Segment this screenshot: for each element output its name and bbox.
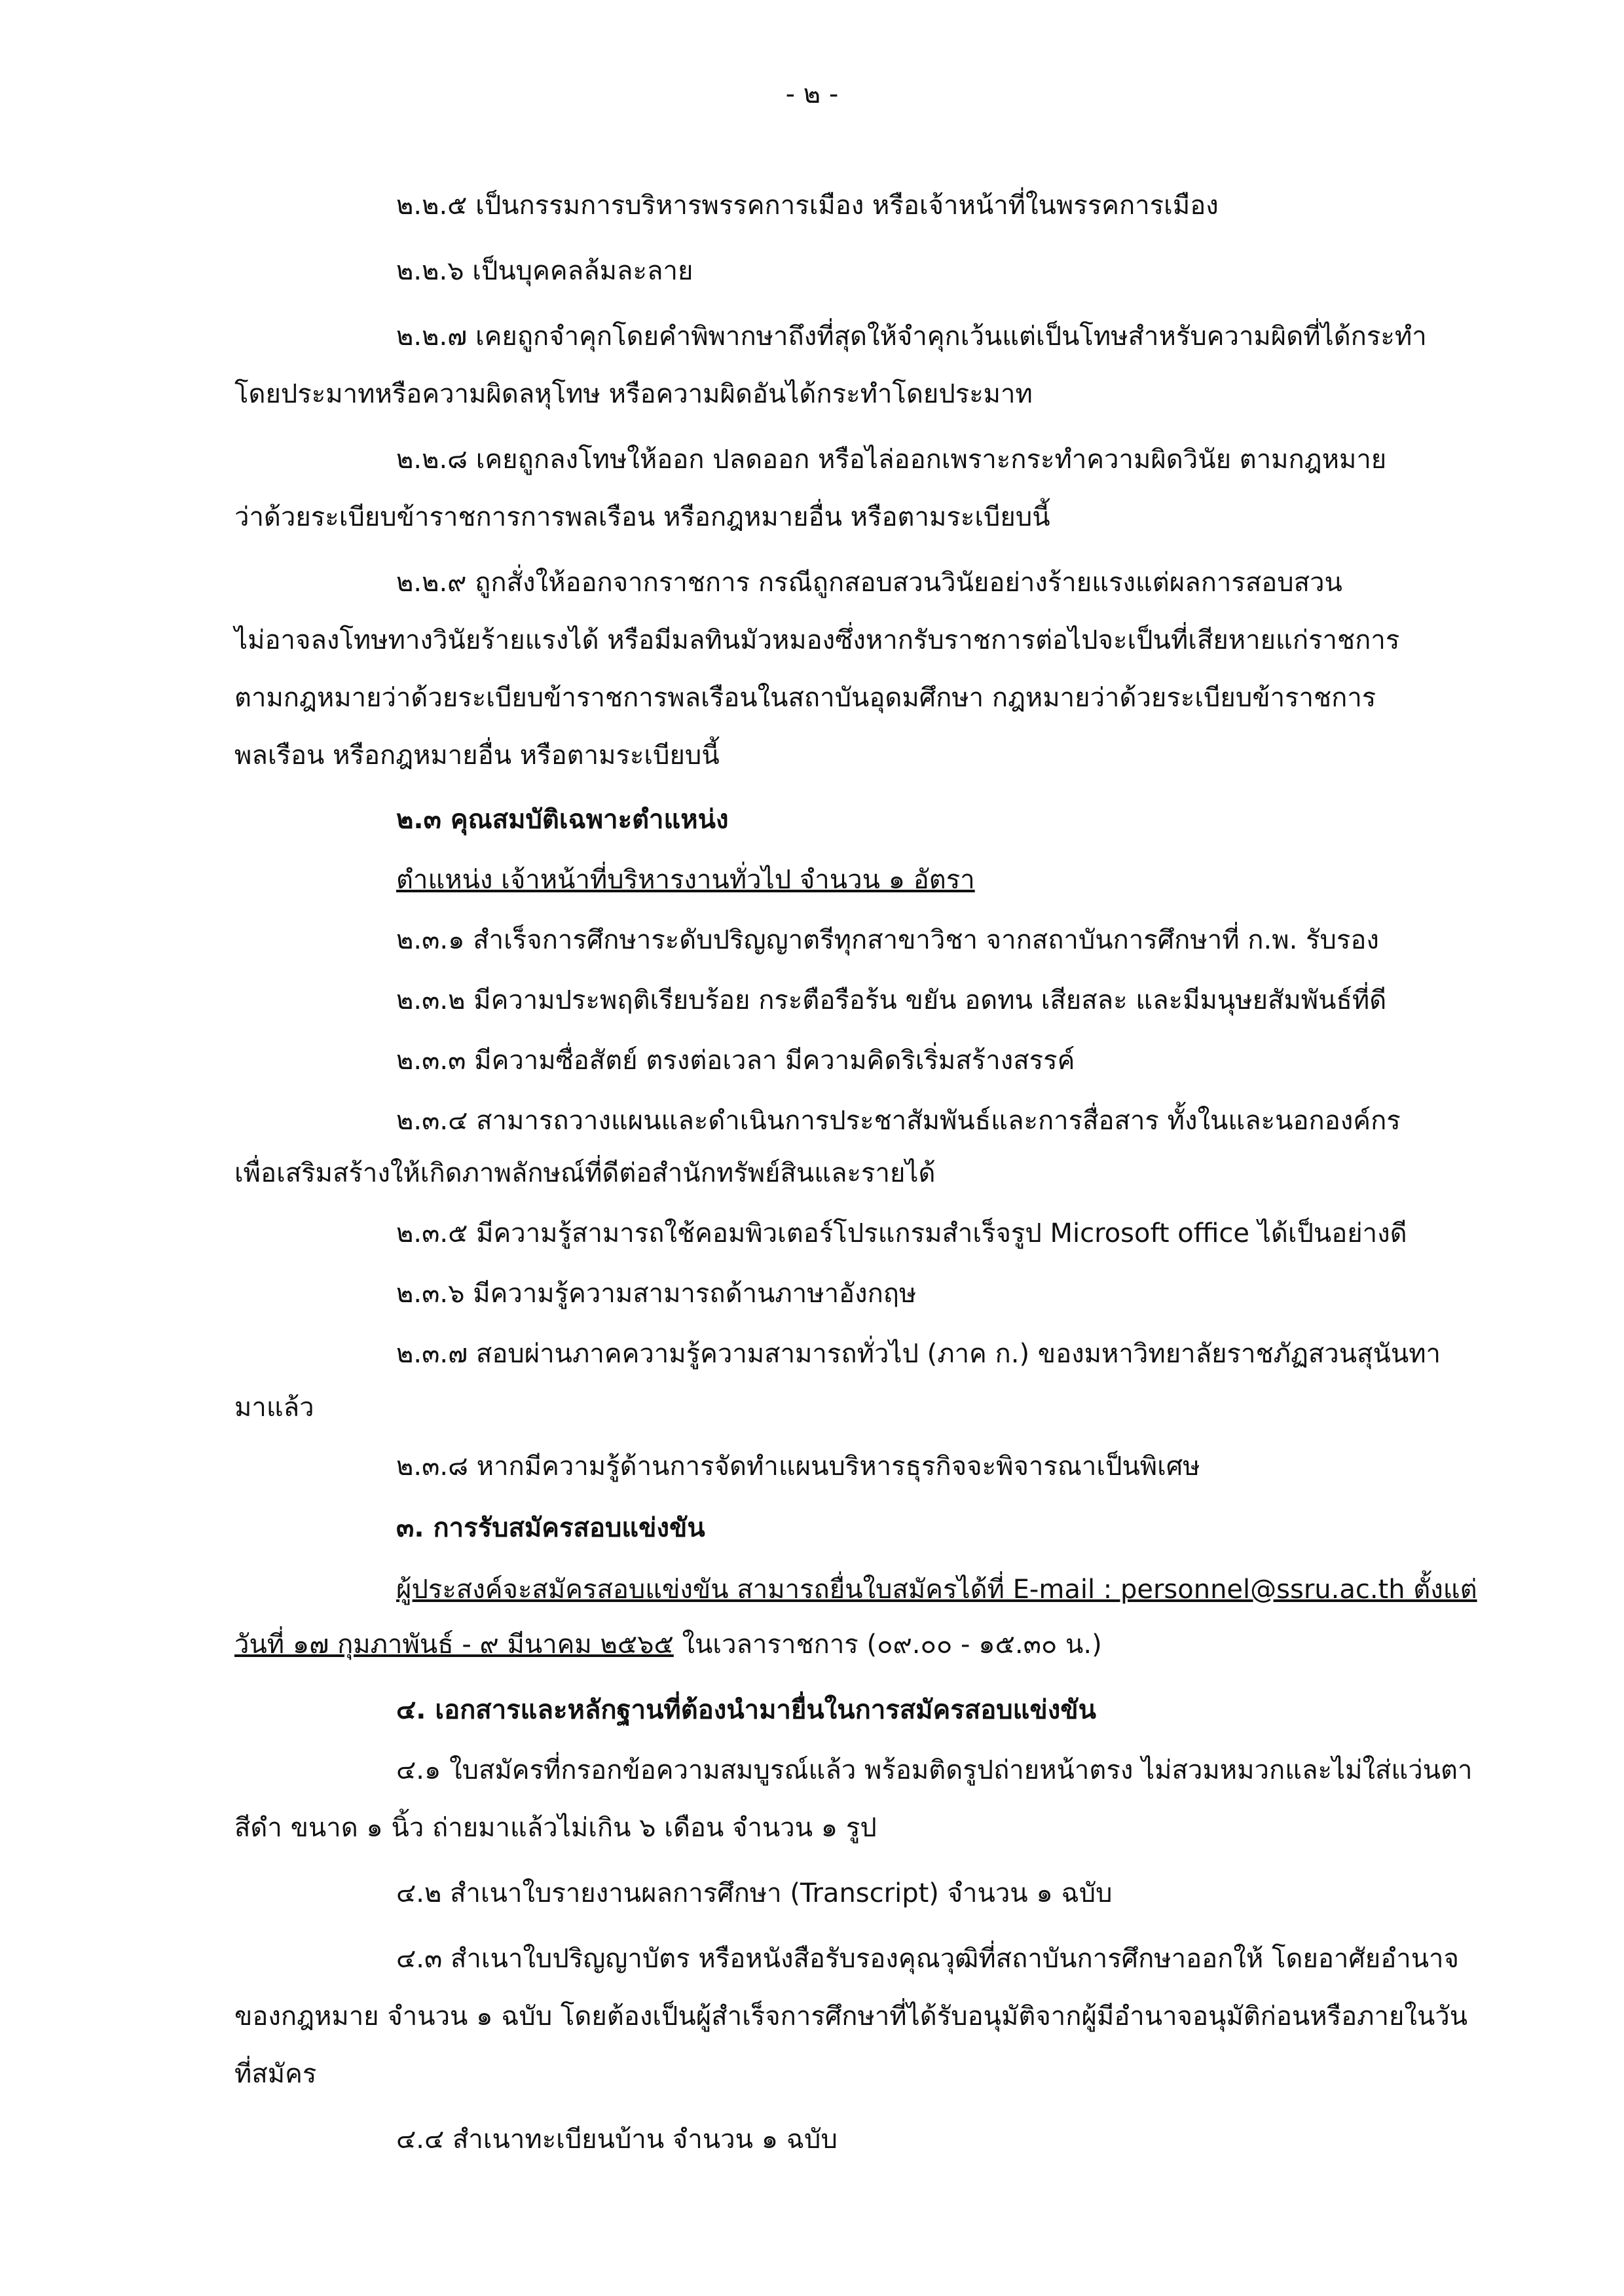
clause-2-3-7-line2: มาแล้ว xyxy=(234,1393,314,1423)
application-dates: วันที่ ๑๗ กุมภาพันธ์ - ๙ มีนาคม ๒๕๖๕ xyxy=(234,1630,674,1660)
clause-2-2-9-line1: ๒.๒.๙ ถูกสั่งให้ออกจากราชการ กรณีถูกสอบสวนวินัยอย่างร้ายแรงแต่ผลการสอบสวน xyxy=(396,568,1342,598)
clause-4-1-line1: ๔.๑ ใบสมัครที่กรอกข้อความสมบูรณ์แล้ว พร้อมติดรูปถ่ายหน้าตรง ไม่สวมหมวกและไม่ใส่แว่นตา xyxy=(396,1755,1473,1785)
clause-2-2-6: ๒.๒.๖ เป็นบุคคลล้มละลาย xyxy=(396,256,693,286)
application-info-line1: ผู้ประสงค์จะสมัครสอบแข่งขัน สามารถยื่นใบสมัครได้ที่ E-mail : personnel@ssru.ac.th ตั้งแต่ xyxy=(396,1575,1477,1605)
clause-4-3-line3: ที่สมัคร xyxy=(234,2059,317,2089)
clause-2-3-1: ๒.๓.๑ สำเร็จการศึกษาระดับปริญญาตรีทุกสาขาวิชา จากสถาบันการศึกษาที่ ก.พ. รับรอง xyxy=(396,925,1379,955)
clause-4-3-line1: ๔.๓ สำเนาใบปริญญาบัตร หรือหนังสือรับรองคุณวุฒิที่สถาบันการศึกษาออกให้ โดยอาศัยอำนาจ xyxy=(396,1944,1459,1974)
clause-2-3-4-line1: ๒.๓.๔ สามารถวางแผนและดำเนินการประชาสัมพันธ์และการสื่อสาร ทั้งในและนอกองค์กร xyxy=(396,1106,1401,1136)
section-3-heading: ๓. การรับสมัครสอบแข่งขัน xyxy=(396,1513,705,1543)
clause-2-3-2: ๒.๓.๒ มีความประพฤติเรียบร้อย กระตือรือร้น ขยัน อดทน เสียสละ และมีมนุษยสัมพันธ์ที่ดี xyxy=(396,985,1387,1015)
clause-2-3-5: ๒.๓.๕ มีความรู้สามารถใช้คอมพิวเตอร์โปรแกรมสำเร็จรูป Microsoft office ได้เป็นอย่างดี xyxy=(396,1218,1407,1248)
clause-2-3-6: ๒.๓.๖ มีความรู้ความสามารถด้านภาษาอังกฤษ xyxy=(396,1279,917,1309)
clause-2-2-7-line2: โดยประมาทหรือความผิดลหุโทษ หรือความผิดอันได้กระทำโดยประมาท xyxy=(234,379,1033,409)
clause-4-3-line2: ของกฎหมาย จำนวน ๑ ฉบับ โดยต้องเป็นผู้สำเร็จการศึกษาที่ได้รับอนุมัติจากผู้มีอำนาจอนุมัติก่อนหรือภายในวัน xyxy=(234,2001,1468,2032)
section-2-3-heading: ๒.๓ คุณสมบัติเฉพาะตำแหน่ง xyxy=(396,805,729,835)
clause-4-4: ๔.๔ สำเนาทะเบียนบ้าน จำนวน ๑ ฉบับ xyxy=(396,2124,838,2155)
clause-2-2-8-line1: ๒.๒.๘ เคยถูกลงโทษให้ออก ปลดออก หรือไล่ออกเพราะกระทำความผิดวินัย ตามกฎหมาย xyxy=(396,445,1387,475)
clause-2-2-9-line3: ตามกฎหมายว่าด้วยระเบียบข้าราชการพลเรือนในสถาบันอุดมศึกษา กฎหมายว่าด้วยระเบียบข้าราชการ xyxy=(234,683,1376,713)
office-hours: ในเวลาราชการ (๐๙.๐๐ - ๑๕.๓๐ น.) xyxy=(673,1630,1102,1660)
clause-2-2-7-line1: ๒.๒.๗ เคยถูกจำคุกโดยคำพิพากษาถึงที่สุดให้จำคุกเว้นแต่เป็นโทษสำหรับความผิดที่ได้กระทำ xyxy=(396,321,1427,352)
position-title: ตำแหน่ง เจ้าหน้าที่บริหารงานทั่วไป จำนวน ๑ อัตรา xyxy=(396,865,975,895)
clause-2-3-4-line2: เพื่อเสริมสร้างให้เกิดภาพลักษณ์ที่ดีต่อสำนักทรัพย์สินและรายได้ xyxy=(234,1158,936,1188)
clause-2-3-8: ๒.๓.๘ หากมีความรู้ด้านการจัดทำแผนบริหารธุรกิจจะพิจารณาเป็นพิเศษ xyxy=(396,1451,1200,1482)
clause-4-1-line2: สีดำ ขนาด ๑ นิ้ว ถ่ายมาแล้วไม่เกิน ๖ เดือน จำนวน ๑ รูป xyxy=(234,1813,877,1843)
clause-2-2-8-line2: ว่าด้วยระเบียบข้าราชการการพลเรือน หรือกฎหมายอื่น หรือตามระเบียบนี้ xyxy=(234,502,1050,532)
page-number: - ๒ - xyxy=(785,79,839,109)
application-info-line2 xyxy=(234,1616,1102,1673)
clause-2-2-9-line4: พลเรือน หรือกฎหมายอื่น หรือตามระเบียบนี้ xyxy=(234,740,720,771)
clause-4-2: ๔.๒ สำเนาใบรายงานผลการศึกษา (Transcript) จำนวน ๑ ฉบับ xyxy=(396,1878,1113,1908)
clause-2-3-7-line1: ๒.๓.๗ สอบผ่านภาคความรู้ความสามารถทั่วไป (ภาค ก.) ของมหาวิทยาลัยราชภัฏสวนสุนันทา xyxy=(396,1339,1441,1369)
clause-2-2-5: ๒.๒.๕ เป็นกรรมการบริหารพรรคการเมือง หรือเจ้าหน้าที่ในพรรคการเมือง xyxy=(396,191,1219,221)
clause-2-3-3: ๒.๓.๓ มีความซื่อสัตย์ ตรงต่อเวลา มีความคิดริเริ่มสร้างสรรค์ xyxy=(396,1046,1075,1076)
clause-2-2-9-line2: ไม่อาจลงโทษทางวินัยร้ายแรงได้ หรือมีมลทินมัวหมองซึ่งหากรับราชการต่อไปจะเป็นที่เสียหายแก่ราชการ xyxy=(234,625,1400,655)
section-4-heading: ๔. เอกสารและหลักฐานที่ต้องนำมายื่นในการสมัครสอบแข่งขัน xyxy=(396,1695,1096,1725)
